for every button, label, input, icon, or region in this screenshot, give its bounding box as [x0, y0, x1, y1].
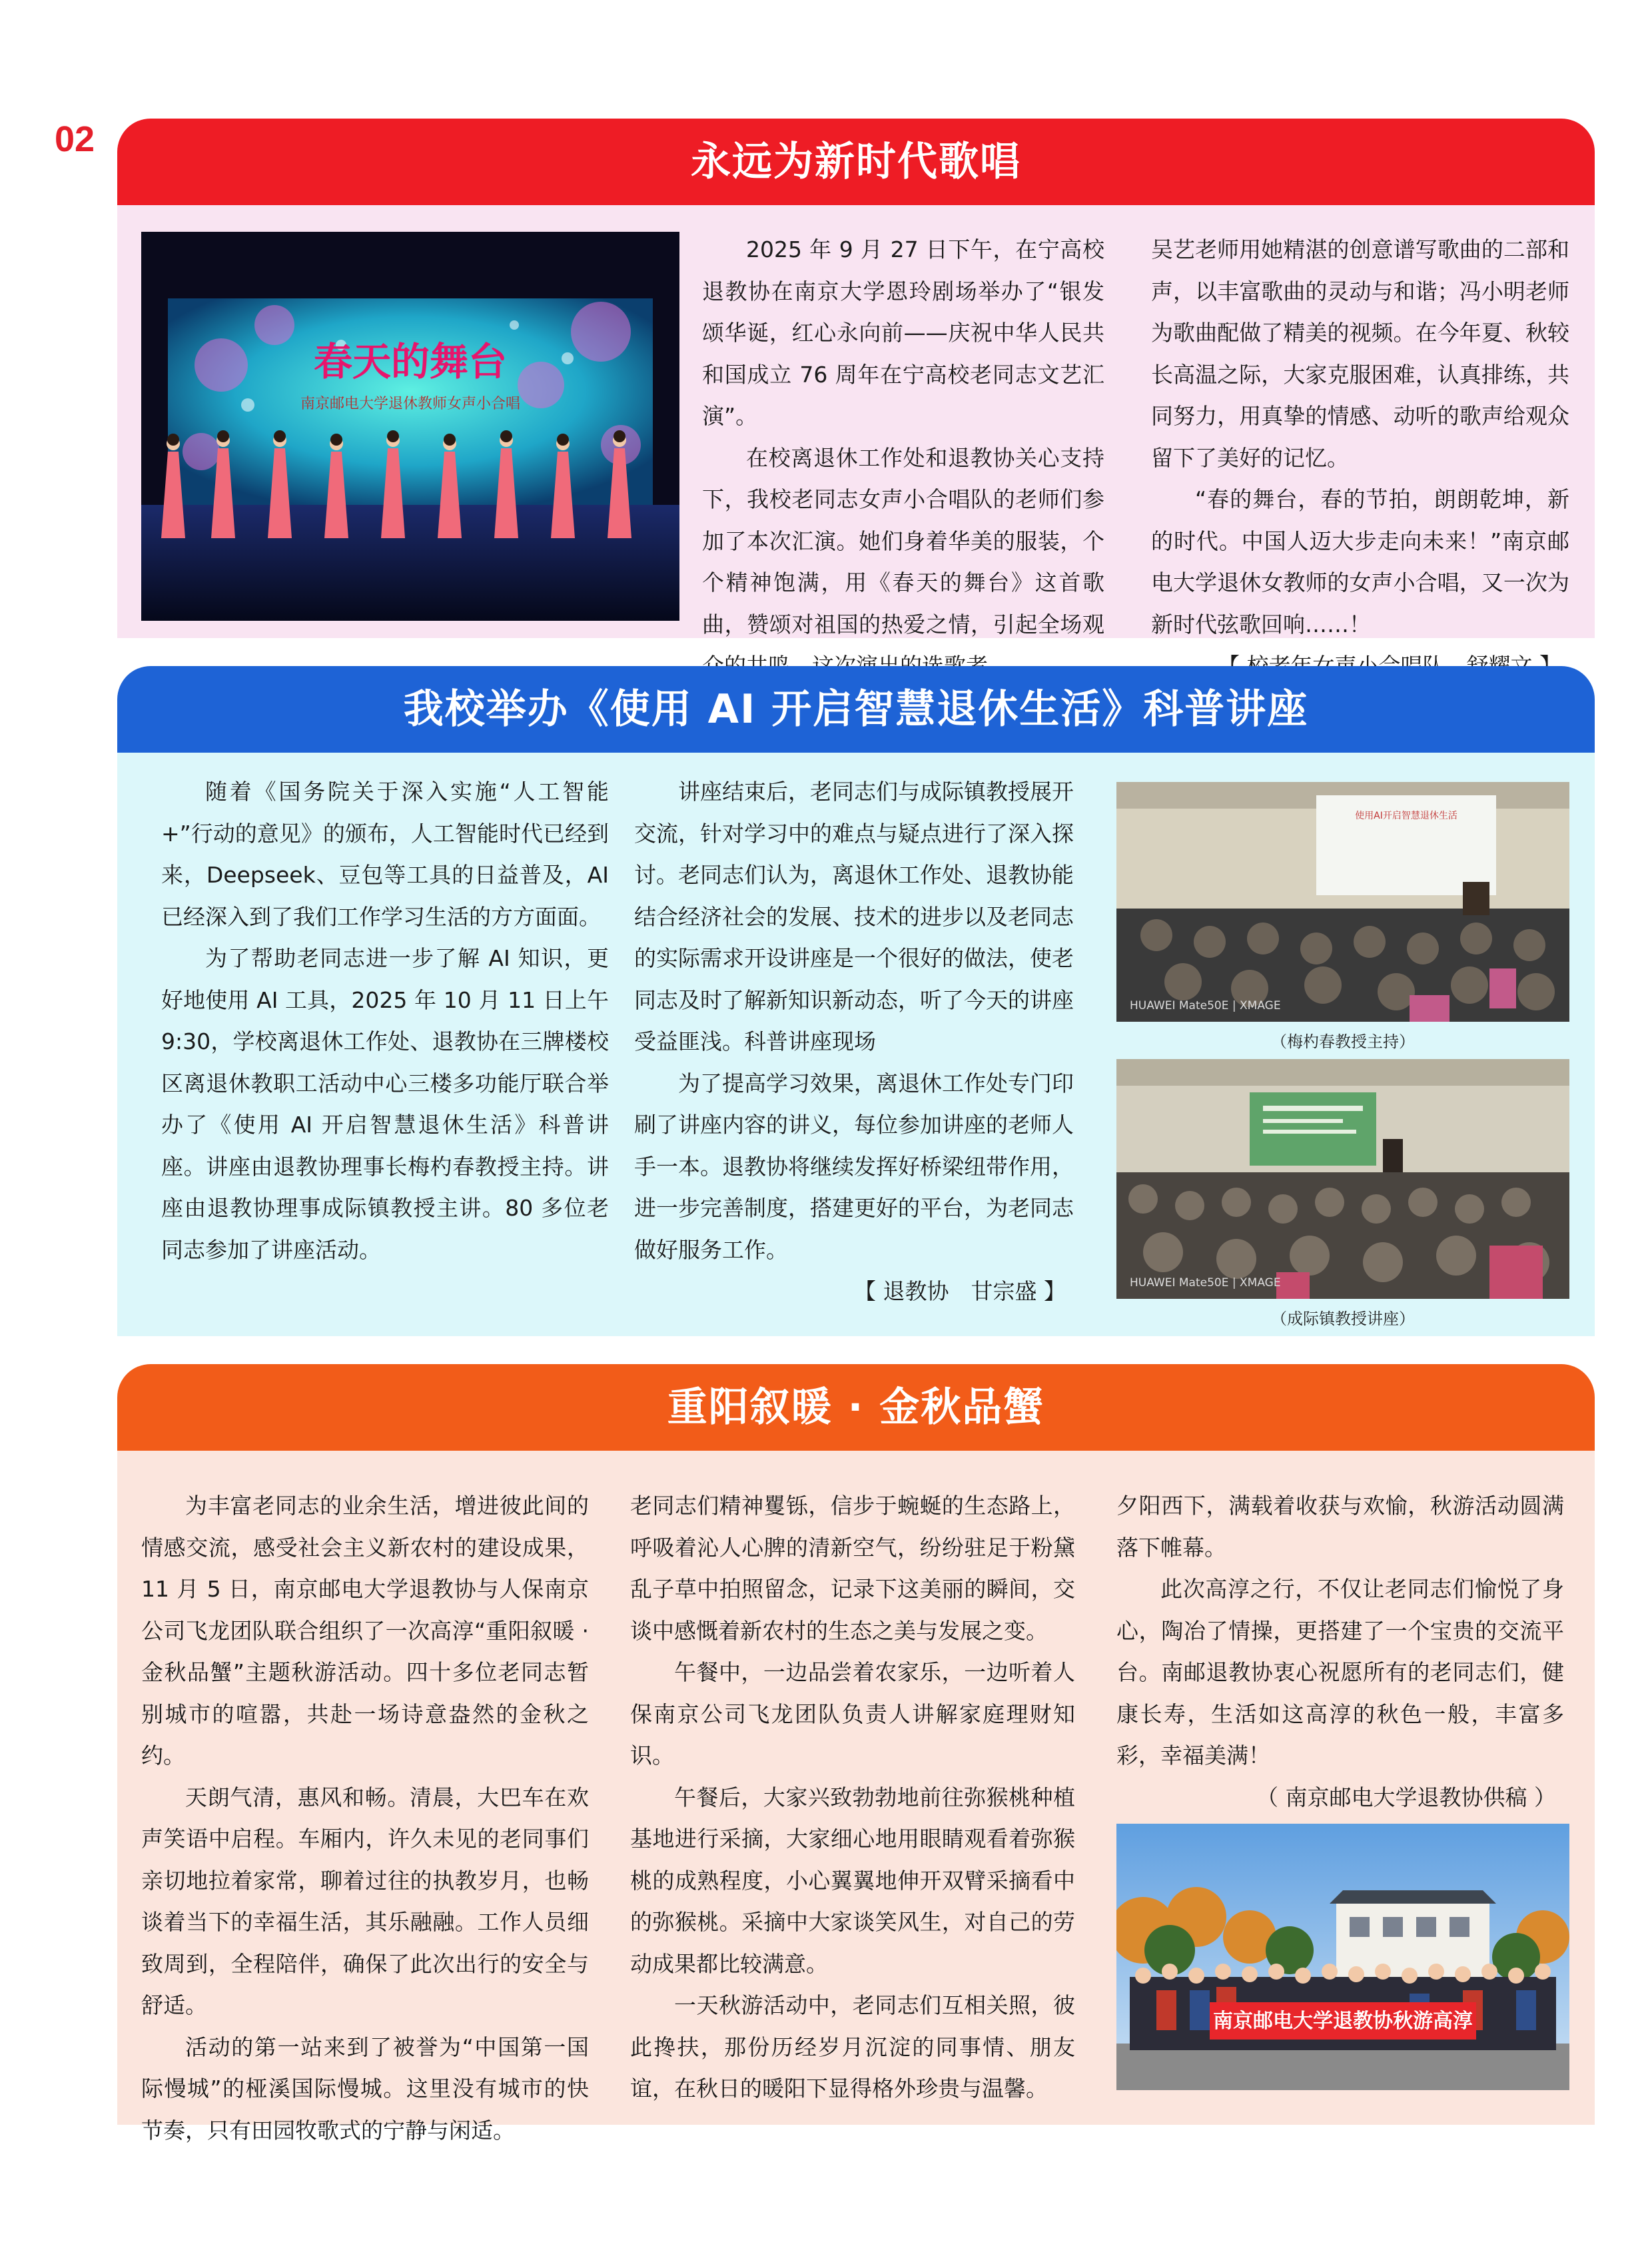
- section3-column-a: [141, 1485, 589, 2151]
- lecture-photo-host: [1116, 782, 1569, 1022]
- section3-column-c: [1116, 1485, 1564, 1818]
- section1-panel: [117, 205, 1595, 638]
- choir-photo-drawing: [141, 232, 679, 621]
- section2-column-a: [161, 771, 609, 1271]
- section2-title: 我校举办《使用 AI 开启智慧退休生活》科普讲座: [117, 666, 1595, 753]
- group-photo: [1116, 1824, 1569, 2090]
- section2-signature: 【 退教协 甘宗盛 】: [854, 1278, 1066, 1304]
- section3-para: 天朗气清，惠风和畅。清晨，大巴车在欢声笑语中启程。车厢内，许久未见的老同事们亲切地拉着家常，聊着过往的执教岁月，也畅谈着当下的幸福生活，其乐融融。工作人员细致周到，全程陪伴，确保了此次出行的安全与舒适。: [141, 1784, 589, 2018]
- stage-title: 春天的舞台: [313, 339, 508, 384]
- lecture-photo-speaker-drawing: [1116, 1059, 1569, 1299]
- lecture-photo-speaker: [1116, 1059, 1569, 1299]
- stage-subtitle: 南京邮电大学退休教师女声小合唱: [300, 396, 521, 412]
- photo-watermark: HUAWEI Mate50E | XMAGE: [1130, 1276, 1281, 1290]
- lecture-photo-speaker-caption: （成际镇教授讲座）: [1271, 1309, 1415, 1328]
- group-photo-drawing: [1116, 1824, 1569, 2090]
- section2-column-b: [634, 771, 1074, 1313]
- photo-watermark: HUAWEI Mate50E | XMAGE: [1130, 999, 1281, 1012]
- section2-para: 为了帮助老同志进一步了解 AI 知识，更好地使用 AI 工具，2025 年 10 月 11 日上午 9:30，学校离退休工作处、退教协在三牌楼校区离退休教职工活动中心三楼多功能厅联合举办了《使用 AI 开启智慧退休生活》科普讲座。讲座由退教协理事长梅杓春教授主持。讲座由退教协理事成际镇教授主讲。80 多位老同志参加了讲座活动。: [161, 945, 609, 1263]
- section3-column-b: [630, 1485, 1075, 2110]
- section3-signature: （ 南京邮电大学退教协供稿 ）: [1256, 1784, 1556, 1810]
- slide-title: 使用AI开启智慧退休生活: [1355, 811, 1457, 821]
- section1-para: 吴艺老师用她精湛的创意谱写歌曲的二部和声，以丰富歌曲的灵动与和谐；冯小明老师为歌曲配做了精美的视频。在今年夏、秋较长高温之际，大家克服困难，认真排练，共同努力，用真挚的情感、动听的歌声给观众留下了美好的记忆。: [1151, 236, 1569, 471]
- choir-photo: [141, 232, 679, 621]
- section3-para: 一天秋游活动中，老同志们互相关照，彼此搀扶，那份历经岁月沉淀的同事情、朋友谊，在秋日的暖阳下显得格外珍贵与温馨。: [630, 1992, 1075, 2101]
- section1-para: 2025 年 9 月 27 日下午，在宁高校退教协在南京大学恩玲剧场举办了“银发颂华诞，红心永向前——庆祝中华人民共和国成立 76 周年在宁高校老同志文艺汇演”。: [702, 236, 1104, 429]
- section1-column-a: [702, 229, 1104, 687]
- section1-title: 永远为新时代歌唱: [117, 119, 1595, 205]
- section2-panel: [117, 753, 1595, 1336]
- section3-para: 此次高淳之行，不仅让老同志们愉悦了身心，陶冶了情操，更搭建了一个宝贵的交流平台。南邮退教协衷心祝愿所有的老同志们，健康长寿，生活如这高淳的秋色一般，丰富多彩，幸福美满！: [1116, 1576, 1564, 1768]
- section2-para: 随着《国务院关于深入实施“人工智能 +”行动的意见》的颁布，人工智能时代已经到来，Deepseek、豆包等工具的日益普及，AI 已经深入到了我们工作学习生活的方方面面。: [161, 779, 609, 930]
- page-number: 02: [55, 119, 95, 159]
- section3-title: 重阳叙暖 · 金秋品蟹: [117, 1364, 1595, 1451]
- section1-para: “春的舞台，春的节拍，朗朗乾坤，新的时代。中国人迈大步走向未来！”南京邮电大学退休女教师的女声小合唱，又一次为新时代弦歌回响……！: [1151, 486, 1569, 637]
- group-banner-text: 南京邮电大学退教协秋游高淳: [1213, 2010, 1473, 2033]
- section3-panel: [117, 1451, 1595, 2143]
- lecture-photo-host-caption: （梅杓春教授主持）: [1271, 1032, 1415, 1051]
- section2-para: 为了提高学习效果，离退休工作处专门印刷了讲座内容的讲义，每位参加讲座的老师人手一本。退教协将继续发挥好桥梁纽带作用，进一步完善制度，搭建更好的平台，为老同志做好服务工作。: [634, 1070, 1074, 1263]
- section3-para: 午餐中，一边品尝着农家乐，一边听着人保南京公司飞龙团队负责人讲解家庭理财知识。: [630, 1659, 1075, 1768]
- section3-para: 夕阳西下，满载着收获与欢愉，秋游活动圆满落下帷幕。: [1116, 1493, 1564, 1561]
- section3-para: 活动的第一站来到了被誉为“中国第一国际慢城”的桠溪国际慢城。这里没有城市的快节奏，只有田园牧歌式的宁静与闲适。: [141, 2034, 589, 2143]
- section3-para: 午餐后，大家兴致勃勃地前往弥猴桃种植基地进行采摘，大家细心地用眼睛观看着弥猴桃的成熟程度，小心翼翼地伸开双臂采摘看中的弥猴桃。采摘中大家谈笑风生，对自己的劳动成果都比较满意。: [630, 1784, 1075, 1977]
- section3-para: 老同志们精神矍铄，信步于蜿蜒的生态路上，呼吸着沁人心脾的清新空气，纷纷驻足于粉黛乱子草中拍照留念，记录下这美丽的瞬间，交谈中感慨着新农村的生态之美与发展之变。: [630, 1493, 1075, 1644]
- section1-para: 在校离退休工作处和退教协关心支持下，我校老同志女声小合唱队的老师们参加了本次汇演。她们身着华美的服装，个个精神饱满，用《春天的舞台》这首歌曲，赞颂对祖国的热爱之情，引起全场观: [702, 444, 1104, 637]
- lecture-photo-host-drawing: [1116, 782, 1569, 1022]
- section1-column-b: [1151, 229, 1569, 687]
- section3-para: 为丰富老同志的业余生活，增进彼此间的情感交流，感受社会主义新农村的建设成果，11 月 5 日，南京邮电大学退教协与人保南京公司飞龙团队联合组织了一次高淳“重阳叙暖 · 金秋品蟹”主题秋游活动。四十多位老同志暂别城市的喧嚣，共赴一场诗意盎然的金秋之约。: [141, 1493, 589, 1768]
- section2-para: 讲座结束后，老同志们与成际镇教授展开交流，针对学习中的难点与疑点进行了深入探讨。老同志们认为，离退休工作处、退教协能结合经济社会的发展、技术的进步以及老同志的实际需求开设讲座是一个很好的做法，使老同志及时了解新知识新动态，听了今天的讲座受益匪浅。科普讲座现场: [634, 779, 1074, 1054]
